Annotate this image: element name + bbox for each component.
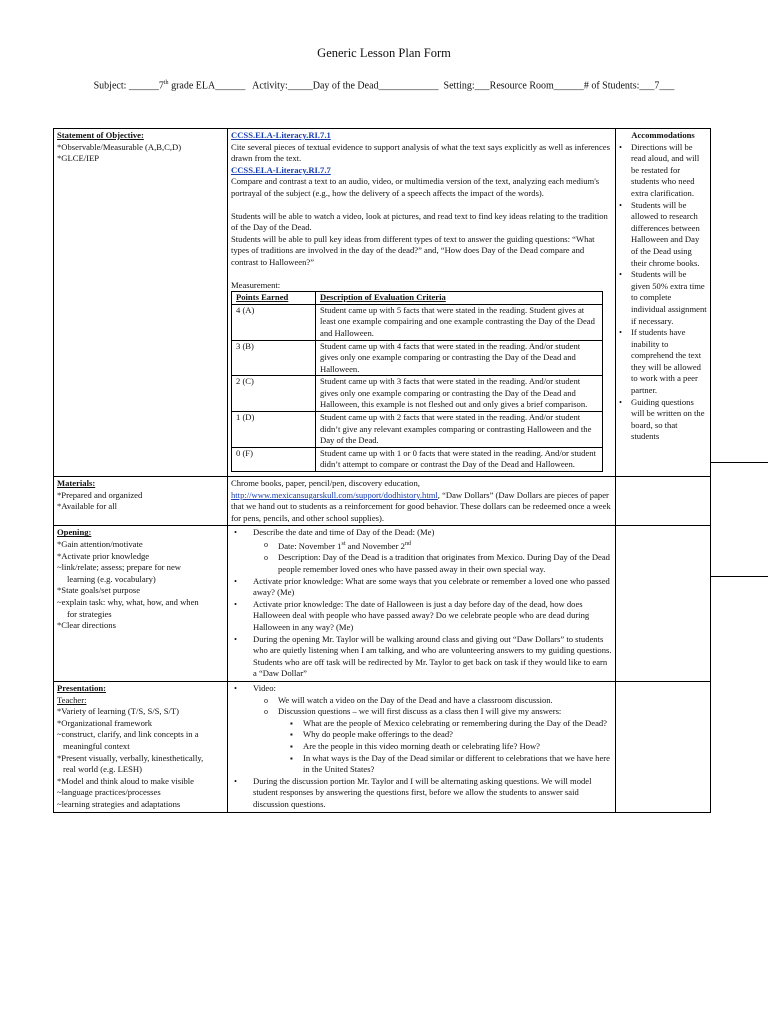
eval-desc: Student came up with 1 or 0 facts that were stated in the reading. And/or student didn’t attempt to compare or contrast the Day of the Dead and Halloween. [316,447,603,471]
opening-heading: Opening: [57,527,92,538]
table-line-fragment [710,462,768,463]
presentation-line: *Model and think aloud to make visible [57,775,195,786]
eval-row [232,340,603,376]
presentation-line: *Organizational framework [57,717,153,728]
accommodation-item: • Students will be allowed to research differences between Halloween and Day of the Dead using their chrome books. [628,200,707,270]
presentation-line: ~language practices/processes [57,787,161,798]
eval-points: 0 (F) [232,447,316,471]
opening-accommodations-cell [616,526,711,682]
eval-row [232,376,603,412]
evaluation-table [231,291,603,472]
eval-desc: Student came up with 4 facts that were stated in the reading. And/or student gives only one example comparing or contrasting the Day of the Dead and Halloween. [316,340,603,376]
accommodation-item: • Students will be given 50% extra time to complete individual assignment if necessary. [628,269,707,327]
presentation-content-cell [228,681,616,812]
subject-superscript: th [163,80,169,86]
presentation-line: *Present visually, verbally, kinesthetically, [57,752,204,763]
discussion-question: ▪ Are the people in this video morning death or celebrating life? How? [303,741,612,753]
materials-line: *Available for all [57,501,117,512]
activity-field: Activity:_____Day of the Dead____________ [252,80,439,92]
standard-text: Cite several pieces of textual evidence to support analysis of what the text says explicitly as well as inferences drawn from the text. [231,141,610,164]
accommodations-cell [616,129,711,477]
eval-header: Points Earned [232,292,316,305]
eval-desc: Student came up with 3 facts that were stated in the reading. And/or student gives only one example comparing or contrasting the Day of the Dead and Halloween, this example is not fleshed out and only gives a brief comparison. [316,376,603,412]
opening-line: ~link/relate; assess; prepare for new [57,562,181,573]
presentation-sub-bullet: o We will watch a video on the Day of the Dead and have a classroom discussion. [278,695,612,707]
objective-goal: Students will be able to pull key ideas from different types of text to answer the guiding questions: “What types of traditions are involved in the day of the dead?” and, “How does Day of the Dead compare and contrast to Halloween?” [231,233,595,267]
measurement-label: Measurement: [231,279,281,290]
eval-desc: Student came up with 5 facts that were stated in the reading. Student gives at least one example compairing and one example contrasting the Day of the Dead and Halloween. [316,304,603,340]
standard-link[interactable]: CCSS.ELA-Literacy.RI.7.1 [231,130,331,140]
opening-line: learning (e.g. vocabulary) [67,573,156,584]
accommodations-list [619,142,707,443]
opening-bullet: • Activate prior knowledge: What are some ways that you celebrate or remember a loved one who passed away? (Me) [253,576,612,599]
subject-label: Subject: ______7 [93,80,164,92]
objective-row [54,129,711,477]
eval-header: Description of Evaluation Criteria [316,292,603,305]
opening-content-cell [228,526,616,682]
opening-row [54,526,711,682]
table-line-fragment [710,576,768,577]
presentation-line: real world (e.g. LESH) [63,764,142,775]
eval-row [232,304,603,340]
objective-line: *GLCE/IEP [57,153,100,164]
opening-bullet: • Activate prior knowledge: The date of Halloween is just a day before day of the dead, how does Halloween deal with people who have passed away? Do we celebrate people who are dead during Halloween in any way? (Me) [253,599,612,634]
subject-line [0,80,768,91]
presentation-label-cell [54,681,228,812]
presentation-bullet: • Video: o We will watch a video on the Day of the Dead and have a classroom discussion. o Discussion questions – we will first discuss as a class then I will give my answers: ▪ What are the people of Mexico celebrating or remembering during the Day of the Dead? ▪ Why do people make offerings to the dead? ▪ Are the people in this video morning death or celebrating life? How? ▪ In what ways is the Day of the Dead similar or different to celebrations that we have here in the United States? [253,683,612,776]
opening-line: *Gain attention/motivate [57,539,143,549]
presentation-sub-bullet: o Discussion questions – we will first discuss as a class then I will give my answers: ▪ What are the people of Mexico celebrating or remembering during the Day of the Dead? ▪ Why do people make offerings to the dead? ▪ Are the people in this video morning death or celebrating life? How? ▪ In what ways is the Day of the Dead similar or different to celebrations that we have here in the United States? [278,706,612,776]
presentation-heading: Presentation: [57,682,107,693]
opening-label-cell [54,526,228,682]
opening-bullet: • During the opening Mr. Taylor will be walking around class and giving out “Daw Dollars” to students who are quietly listening when I am talking, and who are volunteering answers to my guiding questions. Students who are off task will be redirected by Mr. Taylor to get back on task if they would like to earn a “Daw Dollar” [253,634,612,680]
materials-heading: Materials: [57,478,96,489]
teacher-label: Teacher: [57,694,87,705]
materials-link[interactable]: http://www.mexicansugarskull.com/support/dodhistory.html [231,489,438,500]
objective-goal: Students will be able to watch a video, look at pictures, and read text to find key ideas relating to the tradition of the Day of the Dead. [231,210,608,233]
presentation-line: meaningful context [63,740,130,751]
opening-line: ~explain task: why, what, how, and when [57,596,199,607]
presentation-line: *Variety of learning (T/S, S/S, S/T) [57,706,179,717]
eval-desc: Student came up with 2 facts that were stated in the reading. And/or student didn’t give any relevant examples comparing or contrasting Halloween and the Day of the Dead. [316,412,603,448]
materials-text: Chrome books, paper, pencil/pen, discovery education, http://www.mexicansugarskull.com/support/dodhistory.html, “Daw Dollars” (Daw Dollars are pieces of paper that we hand out to students as a reinforcement for good behavior. These dollars can be redeemed once a week for pens, pencils, and other school supplies). [231,478,611,523]
subject-value: grade ELA______ [168,80,246,92]
accommodation-item: • Guiding questions will be written on the board, so that students [628,397,707,443]
lesson-plan-table [53,128,711,813]
objective-label-cell [54,129,228,477]
eval-points: 4 (A) [232,304,316,340]
materials-accommodations-cell [616,477,711,526]
objective-line: *Observable/Measurable (A,B,C,D) [57,141,182,152]
setting-field: Setting:___Resource Room______ [443,80,584,92]
presentation-line: ~learning strategies and adaptations [57,798,181,809]
opening-sub-bullet: o Description: Day of the Dead is a tradition that originates from Mexico. During Day of the Dead people remember loved ones who have passed away in their own special way. [278,552,612,575]
accommodation-item: • If students have inability to comprehend the text they will be allowed to work with a peer partner. [628,327,707,397]
discussion-question: ▪ In what ways is the Day of the Dead similar or different to celebrations that we have here in the United States? [303,753,612,776]
standard-link[interactable]: CCSS.ELA-Literacy.RI.7.7 [231,164,331,175]
eval-row [232,447,603,471]
materials-line: *Prepared and organized [57,489,143,500]
materials-row [54,477,711,526]
opening-line: *Activate prior knowledge [57,550,150,561]
presentation-line: ~construct, clarify, and link concepts in a [57,729,199,740]
eval-points: 2 (C) [232,376,316,412]
opening-line: *Clear directions [57,620,116,631]
presentation-row [54,681,711,812]
accommodations-heading: Accommodations [631,130,695,140]
objective-heading: Statement of Objective: [57,130,144,140]
presentation-list [231,683,612,811]
materials-content-cell [228,477,616,526]
opening-line: for strategies [67,608,112,619]
eval-points: 1 (D) [232,412,316,448]
eval-points: 3 (B) [232,340,316,376]
discussion-question: ▪ What are the people of Mexico celebrating or remembering during the Day of the Dead? [303,718,612,730]
materials-label-cell [54,477,228,526]
objective-content-cell [228,129,616,477]
opening-line: *State goals/set purpose [57,585,141,596]
accommodation-item: • Directions will be read aloud, and will be restated for students who need extra clarification. [628,142,707,200]
students-field: # of Students:___7___ [583,80,675,92]
standard-text: Compare and contrast a text to an audio, video, or multimedia version of the text, analyzing each medium's portrayal of the subject (e.g., how the delivery of a speech affects the impact of the words). [231,176,600,198]
discussion-question: ▪ Why do people make offerings to the dead? [303,729,612,741]
opening-list [231,527,612,680]
opening-sub-bullet: o Date: November 1st and November 2nd [278,539,612,552]
presentation-bullet: • During the discussion portion Mr. Taylor and I will be alternating asking questions. We will model student responses by answering the questions first, before we allow the students to answer said discussion questions. [253,776,612,811]
opening-bullet: • Describe the date and time of Day of the Dead: (Me) o Date: November 1st and November 2nd o Description: Day of the Dead is a tradition that originates from Mexico. During Day of the Dead people remember loved ones who have passed away in their own special way. [253,527,612,575]
page-title: Generic Lesson Plan Form [317,46,451,60]
presentation-accommodations-cell [616,681,711,812]
eval-row [232,412,603,448]
